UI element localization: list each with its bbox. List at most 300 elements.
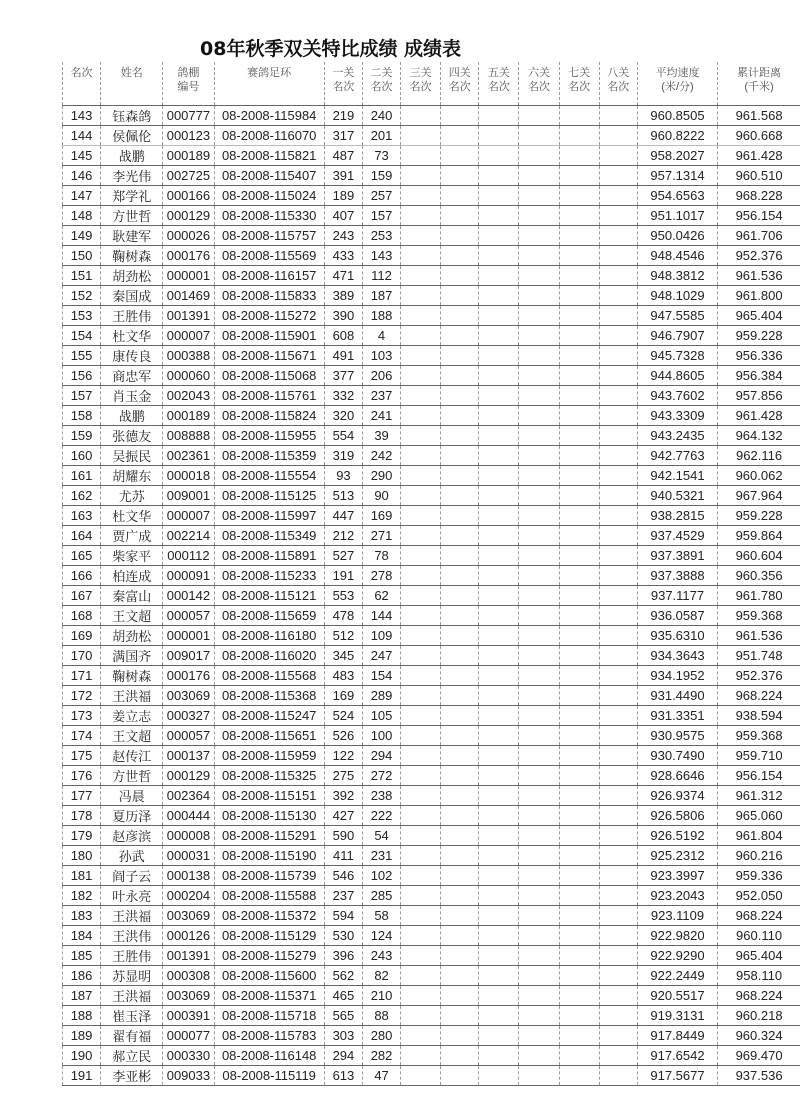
race6-rank-cell bbox=[519, 426, 559, 446]
table-row bbox=[63, 346, 800, 366]
race2-rank-cell: 169 bbox=[362, 506, 400, 526]
ring-number-cell: 08-2008-115588 bbox=[214, 886, 324, 906]
race8-rank-cell bbox=[599, 566, 637, 586]
race2-rank-cell: 143 bbox=[362, 246, 400, 266]
race6-rank-cell bbox=[519, 746, 559, 766]
race8-rank-cell bbox=[599, 826, 637, 846]
race5-rank-cell bbox=[479, 366, 519, 386]
total-distance-cell: 952.376 bbox=[718, 246, 800, 266]
race1-rank-cell: 243 bbox=[324, 226, 362, 246]
race5-rank-cell bbox=[479, 826, 519, 846]
ring-number-cell: 08-2008-115671 bbox=[214, 346, 324, 366]
name-cell: 郝立民 bbox=[101, 1046, 163, 1066]
total-distance-cell: 960.324 bbox=[718, 1026, 800, 1046]
ring-number-cell: 08-2008-115272 bbox=[214, 306, 324, 326]
avg-speed-cell: 950.0426 bbox=[637, 226, 717, 246]
race6-rank-cell bbox=[519, 406, 559, 426]
race7-rank-cell bbox=[559, 466, 599, 486]
avg-speed-cell: 931.3351 bbox=[637, 706, 717, 726]
table-row bbox=[63, 266, 800, 286]
race1-rank-cell: 512 bbox=[324, 626, 362, 646]
race6-rank-cell bbox=[519, 766, 559, 786]
table-row bbox=[63, 986, 800, 1006]
race7-rank-cell bbox=[559, 886, 599, 906]
race1-rank-cell: 590 bbox=[324, 826, 362, 846]
race3-rank-cell bbox=[401, 686, 441, 706]
race7-rank-cell bbox=[559, 126, 599, 146]
loft-id-cell: 000001 bbox=[163, 266, 214, 286]
name-cell: 王文超 bbox=[101, 726, 163, 746]
race7-rank-cell bbox=[559, 806, 599, 826]
race7-rank-cell bbox=[559, 766, 599, 786]
race6-rank-cell bbox=[519, 226, 559, 246]
table-row bbox=[63, 206, 800, 226]
race5-rank-cell bbox=[479, 1066, 519, 1086]
loft-id-cell: 003069 bbox=[163, 906, 214, 926]
race1-rank-cell: 471 bbox=[324, 266, 362, 286]
name-cell: 夏历泽 bbox=[101, 806, 163, 826]
loft-id-cell: 000189 bbox=[163, 406, 214, 426]
race4-rank-cell bbox=[441, 246, 479, 266]
ring-number-cell: 08-2008-115024 bbox=[214, 186, 324, 206]
race4-rank-cell bbox=[441, 346, 479, 366]
race4-rank-cell bbox=[441, 866, 479, 886]
race4-rank-cell bbox=[441, 186, 479, 206]
race1-rank-cell: 513 bbox=[324, 486, 362, 506]
race7-rank-cell bbox=[559, 266, 599, 286]
ring-number-cell: 08-2008-115997 bbox=[214, 506, 324, 526]
avg-speed-cell: 928.6646 bbox=[637, 766, 717, 786]
race6-rank-cell bbox=[519, 306, 559, 326]
loft-id-cell: 000308 bbox=[163, 966, 214, 986]
name-cell: 柴家平 bbox=[101, 546, 163, 566]
race7-rank-cell bbox=[559, 846, 599, 866]
header-row bbox=[63, 62, 800, 106]
race8-rank-cell bbox=[599, 546, 637, 566]
race2-rank-cell: 280 bbox=[362, 1026, 400, 1046]
race3-rank-cell bbox=[401, 806, 441, 826]
race1-rank-cell: 169 bbox=[324, 686, 362, 706]
table-row bbox=[63, 1026, 800, 1046]
avg-speed-cell: 942.7763 bbox=[637, 446, 717, 466]
avg-speed-cell: 934.3643 bbox=[637, 646, 717, 666]
total-distance-cell: 959.864 bbox=[718, 526, 800, 546]
race1-rank-cell: 613 bbox=[324, 1066, 362, 1086]
race2-rank-cell: 201 bbox=[362, 126, 400, 146]
race5-rank-cell bbox=[479, 486, 519, 506]
race1-rank-cell: 487 bbox=[324, 146, 362, 166]
race2-rank-cell: 144 bbox=[362, 606, 400, 626]
loft-id-cell: 000031 bbox=[163, 846, 214, 866]
race7-rank-cell bbox=[559, 226, 599, 246]
race3-rank-cell bbox=[401, 446, 441, 466]
rank-cell: 165 bbox=[63, 546, 101, 566]
race8-rank-cell bbox=[599, 666, 637, 686]
loft-id-cell: 002725 bbox=[163, 166, 214, 186]
race6-rank-cell bbox=[519, 526, 559, 546]
total-distance-cell: 952.050 bbox=[718, 886, 800, 906]
race2-rank-cell: 105 bbox=[362, 706, 400, 726]
race2-rank-cell: 103 bbox=[362, 346, 400, 366]
race3-rank-cell bbox=[401, 626, 441, 646]
race2-rank-cell: 247 bbox=[362, 646, 400, 666]
race5-rank-cell bbox=[479, 606, 519, 626]
race1-rank-cell: 427 bbox=[324, 806, 362, 826]
race7-rank-cell bbox=[559, 186, 599, 206]
name-cell: 苏显明 bbox=[101, 966, 163, 986]
table-row bbox=[63, 566, 800, 586]
ring-number-cell: 08-2008-116070 bbox=[214, 126, 324, 146]
race3-rank-cell bbox=[401, 466, 441, 486]
race2-rank-cell: 54 bbox=[362, 826, 400, 846]
avg-speed-cell: 923.1109 bbox=[637, 906, 717, 926]
race6-rank-cell bbox=[519, 506, 559, 526]
race2-rank-cell: 90 bbox=[362, 486, 400, 506]
race5-rank-cell bbox=[479, 206, 519, 226]
race6-rank-cell bbox=[519, 546, 559, 566]
race3-rank-cell bbox=[401, 246, 441, 266]
rank-cell: 149 bbox=[63, 226, 101, 246]
race2-rank-cell: 159 bbox=[362, 166, 400, 186]
race6-rank-cell bbox=[519, 186, 559, 206]
table-row bbox=[63, 886, 800, 906]
table-row bbox=[63, 326, 800, 346]
total-distance-cell: 960.062 bbox=[718, 466, 800, 486]
race4-rank-cell bbox=[441, 286, 479, 306]
header-line: 八关 bbox=[607, 67, 630, 79]
loft-id-cell: 009033 bbox=[163, 1066, 214, 1086]
race6-rank-cell bbox=[519, 826, 559, 846]
ring-number-cell: 08-2008-115651 bbox=[214, 726, 324, 746]
race1-rank-cell: 189 bbox=[324, 186, 362, 206]
rank-cell: 167 bbox=[63, 586, 101, 606]
avg-speed-cell: 926.9374 bbox=[637, 786, 717, 806]
ring-number-cell: 08-2008-115125 bbox=[214, 486, 324, 506]
loft-id-cell: 000123 bbox=[163, 126, 214, 146]
race6-rank-cell bbox=[519, 806, 559, 826]
name-cell: 吴振民 bbox=[101, 446, 163, 466]
ring-number-cell: 08-2008-115349 bbox=[214, 526, 324, 546]
race6-rank-cell bbox=[519, 386, 559, 406]
race1-rank-cell: 377 bbox=[324, 366, 362, 386]
race4-rank-cell bbox=[441, 206, 479, 226]
race3-rank-cell bbox=[401, 426, 441, 446]
name-cell: 王胜伟 bbox=[101, 946, 163, 966]
race2-rank-cell: 112 bbox=[362, 266, 400, 286]
rank-cell: 183 bbox=[63, 906, 101, 926]
avg-speed-cell: 937.4529 bbox=[637, 526, 717, 546]
table-row bbox=[63, 926, 800, 946]
ring-number-cell: 08-2008-115718 bbox=[214, 1006, 324, 1026]
total-distance-cell: 937.536 bbox=[718, 1066, 800, 1086]
name-cell: 胡劲松 bbox=[101, 266, 163, 286]
rank-cell: 191 bbox=[63, 1066, 101, 1086]
race5-rank-cell bbox=[479, 126, 519, 146]
loft-id-cell: 000126 bbox=[163, 926, 214, 946]
race6-rank-cell bbox=[519, 586, 559, 606]
loft-id-cell: 000330 bbox=[163, 1046, 214, 1066]
total-distance-cell: 968.224 bbox=[718, 986, 800, 1006]
header-line: 鸽棚 bbox=[177, 67, 200, 79]
table-row bbox=[63, 186, 800, 206]
race2-rank-cell: 290 bbox=[362, 466, 400, 486]
avg-speed-cell: 943.2435 bbox=[637, 426, 717, 446]
rank-cell: 144 bbox=[63, 126, 101, 146]
header-line: (千米) bbox=[744, 81, 774, 93]
race8-rank-cell bbox=[599, 126, 637, 146]
race2-rank-cell: 240 bbox=[362, 106, 400, 126]
rank-cell: 176 bbox=[63, 766, 101, 786]
race3-rank-cell bbox=[401, 906, 441, 926]
race1-rank-cell: 411 bbox=[324, 846, 362, 866]
race5-rank-cell bbox=[479, 866, 519, 886]
avg-speed-cell: 922.2449 bbox=[637, 966, 717, 986]
table-row bbox=[63, 246, 800, 266]
table-row bbox=[63, 306, 800, 326]
rank-cell: 160 bbox=[63, 446, 101, 466]
race2-rank-cell: 271 bbox=[362, 526, 400, 546]
avg-speed-cell: 922.9820 bbox=[637, 926, 717, 946]
race8-rank-cell bbox=[599, 346, 637, 366]
race7-rank-cell bbox=[559, 586, 599, 606]
race1-rank-cell: 565 bbox=[324, 1006, 362, 1026]
race1-rank-cell: 527 bbox=[324, 546, 362, 566]
avg-speed-cell: 935.6310 bbox=[637, 626, 717, 646]
ring-number-cell: 08-2008-115955 bbox=[214, 426, 324, 446]
race7-rank-cell bbox=[559, 906, 599, 926]
race8-rank-cell bbox=[599, 266, 637, 286]
avg-speed-cell: 960.8505 bbox=[637, 106, 717, 126]
table-row bbox=[63, 906, 800, 926]
total-distance-cell: 961.312 bbox=[718, 786, 800, 806]
avg-speed-cell: 948.3812 bbox=[637, 266, 717, 286]
name-cell: 柏连成 bbox=[101, 566, 163, 586]
header-line: 一关 bbox=[332, 67, 355, 79]
column-header-ring: 赛鸽足环 bbox=[214, 62, 324, 106]
race7-rank-cell bbox=[559, 546, 599, 566]
race2-rank-cell: 278 bbox=[362, 566, 400, 586]
total-distance-cell: 965.404 bbox=[718, 306, 800, 326]
race8-rank-cell bbox=[599, 966, 637, 986]
avg-speed-cell: 926.5192 bbox=[637, 826, 717, 846]
rank-cell: 173 bbox=[63, 706, 101, 726]
total-distance-cell: 961.536 bbox=[718, 266, 800, 286]
ring-number-cell: 08-2008-115279 bbox=[214, 946, 324, 966]
race4-rank-cell bbox=[441, 986, 479, 1006]
race6-rank-cell bbox=[519, 686, 559, 706]
race7-rank-cell bbox=[559, 286, 599, 306]
race2-rank-cell: 73 bbox=[362, 146, 400, 166]
race7-rank-cell bbox=[559, 946, 599, 966]
rank-cell: 163 bbox=[63, 506, 101, 526]
race1-rank-cell: 389 bbox=[324, 286, 362, 306]
race7-rank-cell bbox=[559, 446, 599, 466]
race3-rank-cell bbox=[401, 986, 441, 1006]
loft-id-cell: 000176 bbox=[163, 666, 214, 686]
ring-number-cell: 08-2008-116157 bbox=[214, 266, 324, 286]
total-distance-cell: 959.336 bbox=[718, 866, 800, 886]
race6-rank-cell bbox=[519, 906, 559, 926]
race5-rank-cell bbox=[479, 1026, 519, 1046]
total-distance-cell: 959.228 bbox=[718, 506, 800, 526]
ring-number-cell: 08-2008-115190 bbox=[214, 846, 324, 866]
column-header-distance bbox=[718, 62, 800, 106]
table-row bbox=[63, 826, 800, 846]
race4-rank-cell bbox=[441, 826, 479, 846]
avg-speed-cell: 917.8449 bbox=[637, 1026, 717, 1046]
race8-rank-cell bbox=[599, 386, 637, 406]
loft-id-cell: 000388 bbox=[163, 346, 214, 366]
race8-rank-cell bbox=[599, 986, 637, 1006]
table-row bbox=[63, 426, 800, 446]
race7-rank-cell bbox=[559, 166, 599, 186]
loft-id-cell: 002361 bbox=[163, 446, 214, 466]
race3-rank-cell bbox=[401, 886, 441, 906]
race5-rank-cell bbox=[479, 886, 519, 906]
race1-rank-cell: 396 bbox=[324, 946, 362, 966]
header-line: 名次 bbox=[332, 81, 355, 93]
race7-rank-cell bbox=[559, 306, 599, 326]
loft-id-cell: 000057 bbox=[163, 726, 214, 746]
race6-rank-cell bbox=[519, 946, 559, 966]
race8-rank-cell bbox=[599, 286, 637, 306]
race5-rank-cell bbox=[479, 1046, 519, 1066]
avg-speed-cell: 937.1177 bbox=[637, 586, 717, 606]
race3-rank-cell bbox=[401, 946, 441, 966]
table-row bbox=[63, 286, 800, 306]
race2-rank-cell: 289 bbox=[362, 686, 400, 706]
loft-id-cell: 000091 bbox=[163, 566, 214, 586]
loft-id-cell: 000007 bbox=[163, 506, 214, 526]
rank-cell: 162 bbox=[63, 486, 101, 506]
race6-rank-cell bbox=[519, 1006, 559, 1026]
race5-rank-cell bbox=[479, 446, 519, 466]
race4-rank-cell bbox=[441, 466, 479, 486]
race4-rank-cell bbox=[441, 766, 479, 786]
race6-rank-cell bbox=[519, 266, 559, 286]
race2-rank-cell: 124 bbox=[362, 926, 400, 946]
race6-rank-cell bbox=[519, 1066, 559, 1086]
ring-number-cell: 08-2008-115783 bbox=[214, 1026, 324, 1046]
avg-speed-cell: 923.3997 bbox=[637, 866, 717, 886]
race7-rank-cell bbox=[559, 1026, 599, 1046]
rank-cell: 175 bbox=[63, 746, 101, 766]
race1-rank-cell: 317 bbox=[324, 126, 362, 146]
avg-speed-cell: 937.3891 bbox=[637, 546, 717, 566]
race5-rank-cell bbox=[479, 386, 519, 406]
column-header-race5 bbox=[479, 62, 519, 106]
loft-id-cell: 001391 bbox=[163, 306, 214, 326]
race1-rank-cell: 562 bbox=[324, 966, 362, 986]
rank-cell: 158 bbox=[63, 406, 101, 426]
race8-rank-cell bbox=[599, 746, 637, 766]
table-row bbox=[63, 366, 800, 386]
race1-rank-cell: 526 bbox=[324, 726, 362, 746]
race5-rank-cell bbox=[479, 766, 519, 786]
rank-cell: 190 bbox=[63, 1046, 101, 1066]
race7-rank-cell bbox=[559, 106, 599, 126]
rank-cell: 187 bbox=[63, 986, 101, 1006]
race5-rank-cell bbox=[479, 546, 519, 566]
race4-rank-cell bbox=[441, 1046, 479, 1066]
rank-cell: 164 bbox=[63, 526, 101, 546]
race4-rank-cell bbox=[441, 666, 479, 686]
race3-rank-cell bbox=[401, 1026, 441, 1046]
loft-id-cell: 009001 bbox=[163, 486, 214, 506]
loft-id-cell: 000166 bbox=[163, 186, 214, 206]
race4-rank-cell bbox=[441, 926, 479, 946]
loft-id-cell: 003069 bbox=[163, 686, 214, 706]
race4-rank-cell bbox=[441, 806, 479, 826]
total-distance-cell: 962.116 bbox=[718, 446, 800, 466]
race3-rank-cell bbox=[401, 666, 441, 686]
race2-rank-cell: 253 bbox=[362, 226, 400, 246]
total-distance-cell: 968.224 bbox=[718, 686, 800, 706]
avg-speed-cell: 923.2043 bbox=[637, 886, 717, 906]
name-cell: 王洪福 bbox=[101, 986, 163, 1006]
loft-id-cell: 000129 bbox=[163, 766, 214, 786]
race6-rank-cell bbox=[519, 886, 559, 906]
rank-cell: 185 bbox=[63, 946, 101, 966]
race3-rank-cell bbox=[401, 146, 441, 166]
name-cell: 商忠军 bbox=[101, 366, 163, 386]
race6-rank-cell bbox=[519, 1046, 559, 1066]
race6-rank-cell bbox=[519, 986, 559, 1006]
race6-rank-cell bbox=[519, 106, 559, 126]
race6-rank-cell bbox=[519, 846, 559, 866]
rank-cell: 188 bbox=[63, 1006, 101, 1026]
avg-speed-cell: 917.5677 bbox=[637, 1066, 717, 1086]
name-cell: 战鹏 bbox=[101, 406, 163, 426]
race4-rank-cell bbox=[441, 786, 479, 806]
name-cell: 翟有福 bbox=[101, 1026, 163, 1046]
rank-cell: 156 bbox=[63, 366, 101, 386]
total-distance-cell: 961.428 bbox=[718, 406, 800, 426]
race6-rank-cell bbox=[519, 126, 559, 146]
race5-rank-cell bbox=[479, 626, 519, 646]
ring-number-cell: 08-2008-115291 bbox=[214, 826, 324, 846]
total-distance-cell: 960.604 bbox=[718, 546, 800, 566]
total-distance-cell: 959.368 bbox=[718, 726, 800, 746]
race5-rank-cell bbox=[479, 326, 519, 346]
total-distance-cell: 960.356 bbox=[718, 566, 800, 586]
race8-rank-cell bbox=[599, 1046, 637, 1066]
rank-cell: 166 bbox=[63, 566, 101, 586]
ring-number-cell: 08-2008-115247 bbox=[214, 706, 324, 726]
race6-rank-cell bbox=[519, 626, 559, 646]
race1-rank-cell: 319 bbox=[324, 446, 362, 466]
race3-rank-cell bbox=[401, 106, 441, 126]
race2-rank-cell: 242 bbox=[362, 446, 400, 466]
name-cell: 王洪福 bbox=[101, 686, 163, 706]
name-cell: 杜文华 bbox=[101, 506, 163, 526]
race3-rank-cell bbox=[401, 866, 441, 886]
name-cell: 鞠树森 bbox=[101, 246, 163, 266]
race3-rank-cell bbox=[401, 1006, 441, 1026]
race4-rank-cell bbox=[441, 406, 479, 426]
race6-rank-cell bbox=[519, 366, 559, 386]
header-line: 名次 bbox=[607, 81, 630, 93]
total-distance-cell: 960.216 bbox=[718, 846, 800, 866]
loft-id-cell: 000142 bbox=[163, 586, 214, 606]
avg-speed-cell: 945.7328 bbox=[637, 346, 717, 366]
race2-rank-cell: 157 bbox=[362, 206, 400, 226]
name-cell: 王洪福 bbox=[101, 906, 163, 926]
race7-rank-cell bbox=[559, 346, 599, 366]
race2-rank-cell: 257 bbox=[362, 186, 400, 206]
header-line: 名次 bbox=[487, 81, 510, 93]
rank-cell: 189 bbox=[63, 1026, 101, 1046]
